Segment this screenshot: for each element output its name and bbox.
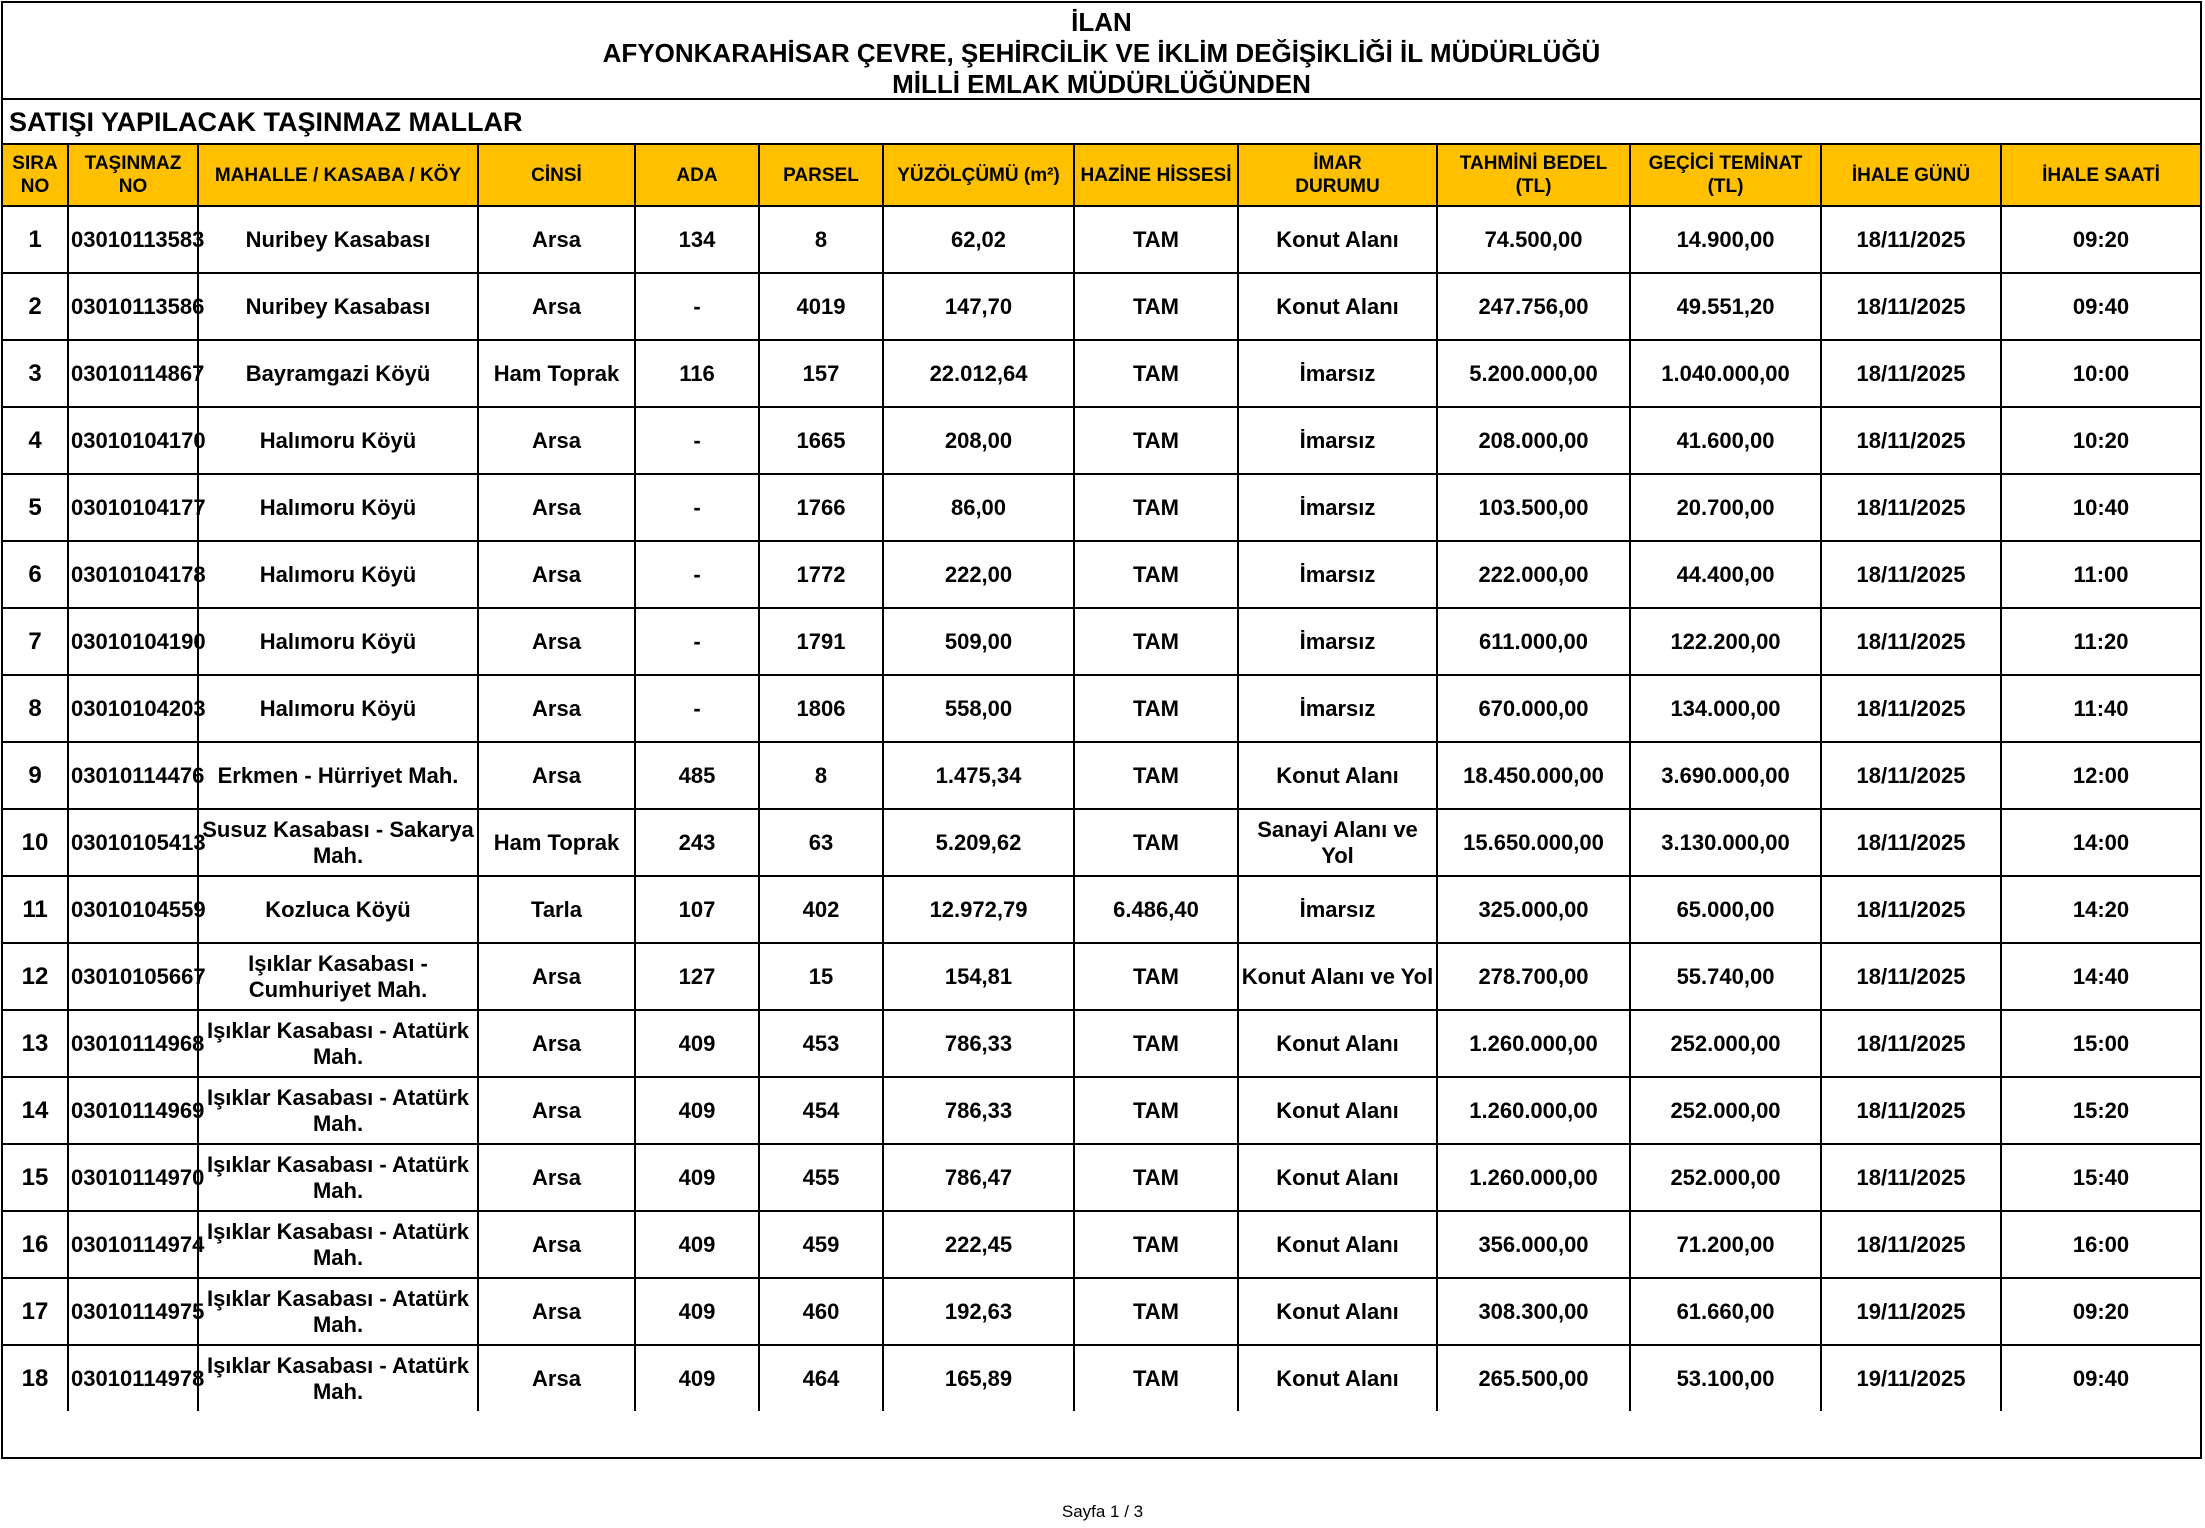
table-row <box>3 1077 2200 1144</box>
property-table <box>3 145 2200 1411</box>
cell-parsel: 454 <box>759 1077 883 1144</box>
table-row <box>3 541 2200 608</box>
cell-hazine-hissesi: TAM <box>1074 675 1238 742</box>
cell-ada: 127 <box>635 943 759 1010</box>
cell-hazine-hissesi: TAM <box>1074 608 1238 675</box>
cell-ihale-gunu: 18/11/2025 <box>1821 1077 2001 1144</box>
cell-mahalle: Işıklar Kasabası - Atatürk Mah. <box>198 1345 478 1411</box>
cell-imar-durumu: İmarsız <box>1238 608 1437 675</box>
cell-tasinmaz-no: 03010104559 <box>68 876 198 943</box>
cell-parsel: 464 <box>759 1345 883 1411</box>
cell-parsel: 460 <box>759 1278 883 1345</box>
cell-imar-durumu: Konut Alanı <box>1238 206 1437 273</box>
cell-gecici-teminat: 65.000,00 <box>1630 876 1821 943</box>
section-title: SATIŞI YAPILACAK TAŞINMAZ MALLAR <box>3 100 2200 145</box>
cell-tahmini-bedel: 308.300,00 <box>1437 1278 1630 1345</box>
cell-parsel: 1766 <box>759 474 883 541</box>
cell-mahalle: Nuribey Kasabası <box>198 273 478 340</box>
cell-mahalle: Halımoru Köyü <box>198 541 478 608</box>
table-row <box>3 206 2200 273</box>
cell-tasinmaz-no: 03010113583 <box>68 206 198 273</box>
column-header-parsel <box>759 145 883 206</box>
header-title: İLAN <box>1071 7 1132 37</box>
cell-sira-no: 4 <box>3 407 68 474</box>
cell-cinsi: Arsa <box>478 1010 635 1077</box>
cell-mahalle: Erkmen - Hürriyet Mah. <box>198 742 478 809</box>
column-header-mahalle <box>198 145 478 206</box>
cell-mahalle: Bayramgazi Köyü <box>198 340 478 407</box>
cell-ada: 116 <box>635 340 759 407</box>
cell-gecici-teminat: 53.100,00 <box>1630 1345 1821 1411</box>
cell-yuzolcumu: 208,00 <box>883 407 1074 474</box>
table-row <box>3 474 2200 541</box>
cell-ada: - <box>635 273 759 340</box>
cell-ihale-saati: 15:20 <box>2001 1077 2200 1144</box>
cell-cinsi: Arsa <box>478 742 635 809</box>
cell-mahalle: Nuribey Kasabası <box>198 206 478 273</box>
cell-ihale-gunu: 18/11/2025 <box>1821 541 2001 608</box>
cell-tahmini-bedel: 222.000,00 <box>1437 541 1630 608</box>
cell-ihale-gunu: 18/11/2025 <box>1821 675 2001 742</box>
column-header-cinsi <box>478 145 635 206</box>
cell-hazine-hissesi: TAM <box>1074 1077 1238 1144</box>
cell-imar-durumu: Konut Alanı ve Yol <box>1238 943 1437 1010</box>
cell-hazine-hissesi: TAM <box>1074 809 1238 876</box>
cell-yuzolcumu: 1.475,34 <box>883 742 1074 809</box>
column-header-line: İHALE SAATİ <box>2042 164 2160 186</box>
cell-ihale-gunu: 18/11/2025 <box>1821 608 2001 675</box>
cell-hazine-hissesi: TAM <box>1074 1345 1238 1411</box>
column-header-tasinmaz-no <box>68 145 198 206</box>
cell-gecici-teminat: 122.200,00 <box>1630 608 1821 675</box>
column-header-line: TAŞINMAZ <box>84 153 182 174</box>
cell-tasinmaz-no: 03010104190 <box>68 608 198 675</box>
cell-cinsi: Arsa <box>478 1278 635 1345</box>
cell-tahmini-bedel: 74.500,00 <box>1437 206 1630 273</box>
cell-mahalle: Susuz Kasabası - Sakarya Mah. <box>198 809 478 876</box>
cell-tasinmaz-no: 03010104178 <box>68 541 198 608</box>
cell-yuzolcumu: 22.012,64 <box>883 340 1074 407</box>
cell-mahalle: Işıklar Kasabası - Atatürk Mah. <box>198 1010 478 1077</box>
cell-ihale-saati: 11:00 <box>2001 541 2200 608</box>
cell-sira-no: 7 <box>3 608 68 675</box>
column-header-imar-durumu <box>1238 145 1437 206</box>
cell-gecici-teminat: 3.130.000,00 <box>1630 809 1821 876</box>
cell-cinsi: Arsa <box>478 1144 635 1211</box>
cell-ihale-gunu: 19/11/2025 <box>1821 1278 2001 1345</box>
column-header-ihale-saati <box>2001 145 2200 206</box>
cell-mahalle: Işıklar Kasabası - Atatürk Mah. <box>198 1211 478 1278</box>
cell-sira-no: 17 <box>3 1278 68 1345</box>
cell-ada: - <box>635 474 759 541</box>
cell-yuzolcumu: 222,45 <box>883 1211 1074 1278</box>
cell-tahmini-bedel: 611.000,00 <box>1437 608 1630 675</box>
cell-gecici-teminat: 55.740,00 <box>1630 943 1821 1010</box>
cell-imar-durumu: Konut Alanı <box>1238 742 1437 809</box>
cell-tasinmaz-no: 03010104203 <box>68 675 198 742</box>
cell-ada: - <box>635 675 759 742</box>
cell-tahmini-bedel: 15.650.000,00 <box>1437 809 1630 876</box>
cell-yuzolcumu: 558,00 <box>883 675 1074 742</box>
cell-hazine-hissesi: TAM <box>1074 474 1238 541</box>
cell-yuzolcumu: 509,00 <box>883 608 1074 675</box>
cell-gecici-teminat: 49.551,20 <box>1630 273 1821 340</box>
cell-yuzolcumu: 222,00 <box>883 541 1074 608</box>
cell-gecici-teminat: 61.660,00 <box>1630 1278 1821 1345</box>
table-row <box>3 340 2200 407</box>
cell-ihale-saati: 10:00 <box>2001 340 2200 407</box>
cell-parsel: 402 <box>759 876 883 943</box>
header-department: MİLLİ EMLAK MÜDÜRLÜĞÜNDEN <box>892 69 1311 99</box>
column-header-sira-no <box>3 145 68 206</box>
table-row <box>3 407 2200 474</box>
cell-tahmini-bedel: 1.260.000,00 <box>1437 1010 1630 1077</box>
cell-gecici-teminat: 252.000,00 <box>1630 1144 1821 1211</box>
cell-mahalle: Halımoru Köyü <box>198 474 478 541</box>
cell-ada: 485 <box>635 742 759 809</box>
cell-sira-no: 18 <box>3 1345 68 1411</box>
cell-imar-durumu: Konut Alanı <box>1238 1345 1437 1411</box>
column-header-line: SIRA <box>12 153 58 174</box>
cell-hazine-hissesi: TAM <box>1074 1144 1238 1211</box>
cell-mahalle: Işıklar Kasabası - Atatürk Mah. <box>198 1077 478 1144</box>
cell-ada: - <box>635 407 759 474</box>
table-row <box>3 809 2200 876</box>
cell-ihale-saati: 09:20 <box>2001 206 2200 273</box>
cell-tasinmaz-no: 03010114975 <box>68 1278 198 1345</box>
cell-imar-durumu: İmarsız <box>1238 340 1437 407</box>
cell-yuzolcumu: 147,70 <box>883 273 1074 340</box>
cell-parsel: 8 <box>759 742 883 809</box>
cell-ada: 107 <box>635 876 759 943</box>
cell-imar-durumu: Konut Alanı <box>1238 1010 1437 1077</box>
table-row <box>3 1211 2200 1278</box>
cell-ihale-gunu: 18/11/2025 <box>1821 1144 2001 1211</box>
cell-hazine-hissesi: TAM <box>1074 340 1238 407</box>
cell-sira-no: 6 <box>3 541 68 608</box>
cell-sira-no: 14 <box>3 1077 68 1144</box>
cell-tasinmaz-no: 03010104170 <box>68 407 198 474</box>
table-row <box>3 1144 2200 1211</box>
column-header-line: ADA <box>676 164 718 186</box>
cell-imar-durumu: İmarsız <box>1238 407 1437 474</box>
cell-cinsi: Arsa <box>478 407 635 474</box>
cell-tahmini-bedel: 5.200.000,00 <box>1437 340 1630 407</box>
cell-tahmini-bedel: 1.260.000,00 <box>1437 1077 1630 1144</box>
cell-yuzolcumu: 154,81 <box>883 943 1074 1010</box>
column-header-line: GEÇİCİ TEMİNAT <box>1648 153 1803 174</box>
cell-tahmini-bedel: 325.000,00 <box>1437 876 1630 943</box>
cell-tasinmaz-no: 03010114867 <box>68 340 198 407</box>
column-header-line: CİNSİ <box>531 164 582 186</box>
cell-imar-durumu: Konut Alanı <box>1238 1211 1437 1278</box>
cell-ihale-gunu: 18/11/2025 <box>1821 809 2001 876</box>
cell-ada: - <box>635 541 759 608</box>
cell-yuzolcumu: 192,63 <box>883 1278 1074 1345</box>
cell-parsel: 63 <box>759 809 883 876</box>
cell-ihale-gunu: 19/11/2025 <box>1821 1345 2001 1411</box>
cell-sira-no: 13 <box>3 1010 68 1077</box>
cell-cinsi: Ham Toprak <box>478 809 635 876</box>
cell-cinsi: Arsa <box>478 1345 635 1411</box>
cell-tasinmaz-no: 03010114476 <box>68 742 198 809</box>
cell-gecici-teminat: 1.040.000,00 <box>1630 340 1821 407</box>
cell-gecici-teminat: 252.000,00 <box>1630 1077 1821 1144</box>
announcement-document <box>1 1 2202 1459</box>
column-header-ada <box>635 145 759 206</box>
cell-mahalle: Halımoru Köyü <box>198 407 478 474</box>
cell-parsel: 1806 <box>759 675 883 742</box>
cell-ada: 409 <box>635 1211 759 1278</box>
cell-gecici-teminat: 134.000,00 <box>1630 675 1821 742</box>
cell-parsel: 157 <box>759 340 883 407</box>
cell-yuzolcumu: 786,33 <box>883 1010 1074 1077</box>
cell-gecici-teminat: 3.690.000,00 <box>1630 742 1821 809</box>
cell-ihale-saati: 09:20 <box>2001 1278 2200 1345</box>
cell-cinsi: Ham Toprak <box>478 340 635 407</box>
cell-mahalle: Işıklar Kasabası - Atatürk Mah. <box>198 1278 478 1345</box>
column-header-yuzolcumu <box>883 145 1074 206</box>
cell-sira-no: 5 <box>3 474 68 541</box>
cell-tasinmaz-no: 03010114969 <box>68 1077 198 1144</box>
cell-ihale-saati: 11:20 <box>2001 608 2200 675</box>
table-row <box>3 1345 2200 1411</box>
cell-sira-no: 9 <box>3 742 68 809</box>
cell-hazine-hissesi: TAM <box>1074 1010 1238 1077</box>
cell-tahmini-bedel: 18.450.000,00 <box>1437 742 1630 809</box>
cell-cinsi: Arsa <box>478 474 635 541</box>
cell-sira-no: 16 <box>3 1211 68 1278</box>
cell-ada: - <box>635 608 759 675</box>
cell-gecici-teminat: 252.000,00 <box>1630 1010 1821 1077</box>
cell-gecici-teminat: 41.600,00 <box>1630 407 1821 474</box>
cell-parsel: 15 <box>759 943 883 1010</box>
cell-hazine-hissesi: TAM <box>1074 206 1238 273</box>
cell-yuzolcumu: 86,00 <box>883 474 1074 541</box>
column-header-line: TAHMİNİ BEDEL <box>1459 153 1608 174</box>
cell-sira-no: 15 <box>3 1144 68 1211</box>
cell-ada: 243 <box>635 809 759 876</box>
table-row <box>3 742 2200 809</box>
cell-tahmini-bedel: 208.000,00 <box>1437 407 1630 474</box>
cell-ihale-saati: 09:40 <box>2001 1345 2200 1411</box>
cell-yuzolcumu: 62,02 <box>883 206 1074 273</box>
cell-gecici-teminat: 71.200,00 <box>1630 1211 1821 1278</box>
cell-tahmini-bedel: 1.260.000,00 <box>1437 1144 1630 1211</box>
cell-mahalle: Işıklar Kasabası - Cumhuriyet Mah. <box>198 943 478 1010</box>
cell-yuzolcumu: 5.209,62 <box>883 809 1074 876</box>
cell-sira-no: 8 <box>3 675 68 742</box>
column-header-line: İHALE GÜNÜ <box>1851 164 1971 186</box>
cell-mahalle: Halımoru Köyü <box>198 675 478 742</box>
cell-ihale-gunu: 18/11/2025 <box>1821 407 2001 474</box>
cell-yuzolcumu: 786,33 <box>883 1077 1074 1144</box>
cell-ada: 409 <box>635 1077 759 1144</box>
cell-ihale-gunu: 18/11/2025 <box>1821 1211 2001 1278</box>
table-row <box>3 675 2200 742</box>
cell-cinsi: Arsa <box>478 608 635 675</box>
cell-tasinmaz-no: 03010113586 <box>68 273 198 340</box>
cell-sira-no: 1 <box>3 206 68 273</box>
cell-tasinmaz-no: 03010114968 <box>68 1010 198 1077</box>
column-header-line: YÜZÖLÇÜMÜ (m²) <box>897 164 1060 186</box>
cell-hazine-hissesi: TAM <box>1074 742 1238 809</box>
table-row <box>3 273 2200 340</box>
column-header-line: NO <box>118 176 148 197</box>
cell-sira-no: 12 <box>3 943 68 1010</box>
cell-sira-no: 3 <box>3 340 68 407</box>
cell-tasinmaz-no: 03010114978 <box>68 1345 198 1411</box>
cell-cinsi: Tarla <box>478 876 635 943</box>
cell-tahmini-bedel: 670.000,00 <box>1437 675 1630 742</box>
cell-cinsi: Arsa <box>478 943 635 1010</box>
cell-imar-durumu: İmarsız <box>1238 541 1437 608</box>
cell-ihale-saati: 11:40 <box>2001 675 2200 742</box>
cell-tasinmaz-no: 03010114974 <box>68 1211 198 1278</box>
cell-yuzolcumu: 165,89 <box>883 1345 1074 1411</box>
cell-ihale-saati: 12:00 <box>2001 742 2200 809</box>
cell-mahalle: Halımoru Köyü <box>198 608 478 675</box>
cell-parsel: 459 <box>759 1211 883 1278</box>
cell-mahalle: Kozluca Köyü <box>198 876 478 943</box>
cell-tasinmaz-no: 03010105667 <box>68 943 198 1010</box>
column-header-line: DURUMU <box>1295 176 1380 197</box>
cell-tahmini-bedel: 247.756,00 <box>1437 273 1630 340</box>
cell-ada: 409 <box>635 1010 759 1077</box>
column-header-ihale-gunu <box>1821 145 2001 206</box>
column-header-line: (TL) <box>1515 176 1552 197</box>
cell-ihale-saati: 15:00 <box>2001 1010 2200 1077</box>
cell-parsel: 453 <box>759 1010 883 1077</box>
cell-imar-durumu: İmarsız <box>1238 474 1437 541</box>
cell-tasinmaz-no: 03010105413 <box>68 809 198 876</box>
cell-ihale-gunu: 18/11/2025 <box>1821 206 2001 273</box>
cell-gecici-teminat: 20.700,00 <box>1630 474 1821 541</box>
cell-imar-durumu: Konut Alanı <box>1238 1144 1437 1211</box>
cell-ihale-gunu: 18/11/2025 <box>1821 1010 2001 1077</box>
cell-yuzolcumu: 12.972,79 <box>883 876 1074 943</box>
cell-mahalle: Işıklar Kasabası - Atatürk Mah. <box>198 1144 478 1211</box>
column-header-line: (TL) <box>1707 176 1744 197</box>
header-directorate: AFYONKARAHİSAR ÇEVRE, ŞEHİRCİLİK VE İKLİM DEĞİŞİKLİĞİ İL MÜDÜRLÜĞÜ <box>602 38 1601 68</box>
cell-hazine-hissesi: TAM <box>1074 407 1238 474</box>
cell-tahmini-bedel: 356.000,00 <box>1437 1211 1630 1278</box>
cell-tahmini-bedel: 265.500,00 <box>1437 1345 1630 1411</box>
cell-cinsi: Arsa <box>478 675 635 742</box>
cell-imar-durumu: Konut Alanı <box>1238 1077 1437 1144</box>
cell-ihale-gunu: 18/11/2025 <box>1821 273 2001 340</box>
cell-parsel: 4019 <box>759 273 883 340</box>
column-header-tahmini-bedel <box>1437 145 1630 206</box>
cell-ihale-gunu: 18/11/2025 <box>1821 742 2001 809</box>
table-row <box>3 876 2200 943</box>
cell-ihale-gunu: 18/11/2025 <box>1821 876 2001 943</box>
column-header-line: PARSEL <box>783 164 859 186</box>
cell-yuzolcumu: 786,47 <box>883 1144 1074 1211</box>
cell-ihale-gunu: 18/11/2025 <box>1821 943 2001 1010</box>
cell-ihale-saati: 14:40 <box>2001 943 2200 1010</box>
document-header <box>3 3 2200 100</box>
cell-gecici-teminat: 14.900,00 <box>1630 206 1821 273</box>
cell-sira-no: 10 <box>3 809 68 876</box>
cell-ihale-saati: 10:20 <box>2001 407 2200 474</box>
cell-ada: 409 <box>635 1144 759 1211</box>
cell-tasinmaz-no: 03010104177 <box>68 474 198 541</box>
cell-ada: 409 <box>635 1278 759 1345</box>
cell-hazine-hissesi: TAM <box>1074 541 1238 608</box>
cell-ihale-saati: 15:40 <box>2001 1144 2200 1211</box>
cell-tahmini-bedel: 278.700,00 <box>1437 943 1630 1010</box>
cell-hazine-hissesi: TAM <box>1074 273 1238 340</box>
cell-parsel: 1772 <box>759 541 883 608</box>
cell-parsel: 455 <box>759 1144 883 1211</box>
cell-ihale-saati: 09:40 <box>2001 273 2200 340</box>
cell-tahmini-bedel: 103.500,00 <box>1437 474 1630 541</box>
column-header-line: HAZİNE HİSSESİ <box>1080 164 1232 186</box>
cell-ihale-gunu: 18/11/2025 <box>1821 474 2001 541</box>
cell-ihale-gunu: 18/11/2025 <box>1821 340 2001 407</box>
cell-gecici-teminat: 44.400,00 <box>1630 541 1821 608</box>
cell-ihale-saati: 14:20 <box>2001 876 2200 943</box>
cell-parsel: 1791 <box>759 608 883 675</box>
table-row <box>3 608 2200 675</box>
table-row <box>3 943 2200 1010</box>
cell-ihale-saati: 16:00 <box>2001 1211 2200 1278</box>
column-header-gecici-teminat <box>1630 145 1821 206</box>
cell-imar-durumu: Sanayi Alanı ve Yol <box>1238 809 1437 876</box>
cell-parsel: 1665 <box>759 407 883 474</box>
cell-parsel: 8 <box>759 206 883 273</box>
column-header-line: NO <box>20 176 50 197</box>
cell-imar-durumu: İmarsız <box>1238 876 1437 943</box>
cell-sira-no: 11 <box>3 876 68 943</box>
cell-imar-durumu: Konut Alanı <box>1238 273 1437 340</box>
cell-ada: 409 <box>635 1345 759 1411</box>
cell-cinsi: Arsa <box>478 541 635 608</box>
table-row <box>3 1010 2200 1077</box>
cell-sira-no: 2 <box>3 273 68 340</box>
table-header-row <box>3 145 2200 206</box>
cell-ada: 134 <box>635 206 759 273</box>
cell-hazine-hissesi: TAM <box>1074 1278 1238 1345</box>
column-header-line: İMAR <box>1313 153 1362 174</box>
cell-imar-durumu: Konut Alanı <box>1238 1278 1437 1345</box>
cell-ihale-saati: 14:00 <box>2001 809 2200 876</box>
cell-cinsi: Arsa <box>478 1077 635 1144</box>
table-row <box>3 1278 2200 1345</box>
cell-ihale-saati: 10:40 <box>2001 474 2200 541</box>
cell-imar-durumu: İmarsız <box>1238 675 1437 742</box>
cell-hazine-hissesi: 6.486,40 <box>1074 876 1238 943</box>
column-header-line: MAHALLE / KASABA / KÖY <box>214 164 462 186</box>
cell-cinsi: Arsa <box>478 206 635 273</box>
cell-hazine-hissesi: TAM <box>1074 943 1238 1010</box>
page-number: Sayfa 1 / 3 <box>1061 1502 1144 1521</box>
cell-cinsi: Arsa <box>478 273 635 340</box>
cell-tasinmaz-no: 03010114970 <box>68 1144 198 1211</box>
cell-cinsi: Arsa <box>478 1211 635 1278</box>
column-header-hazine-hissesi <box>1074 145 1238 206</box>
cell-hazine-hissesi: TAM <box>1074 1211 1238 1278</box>
